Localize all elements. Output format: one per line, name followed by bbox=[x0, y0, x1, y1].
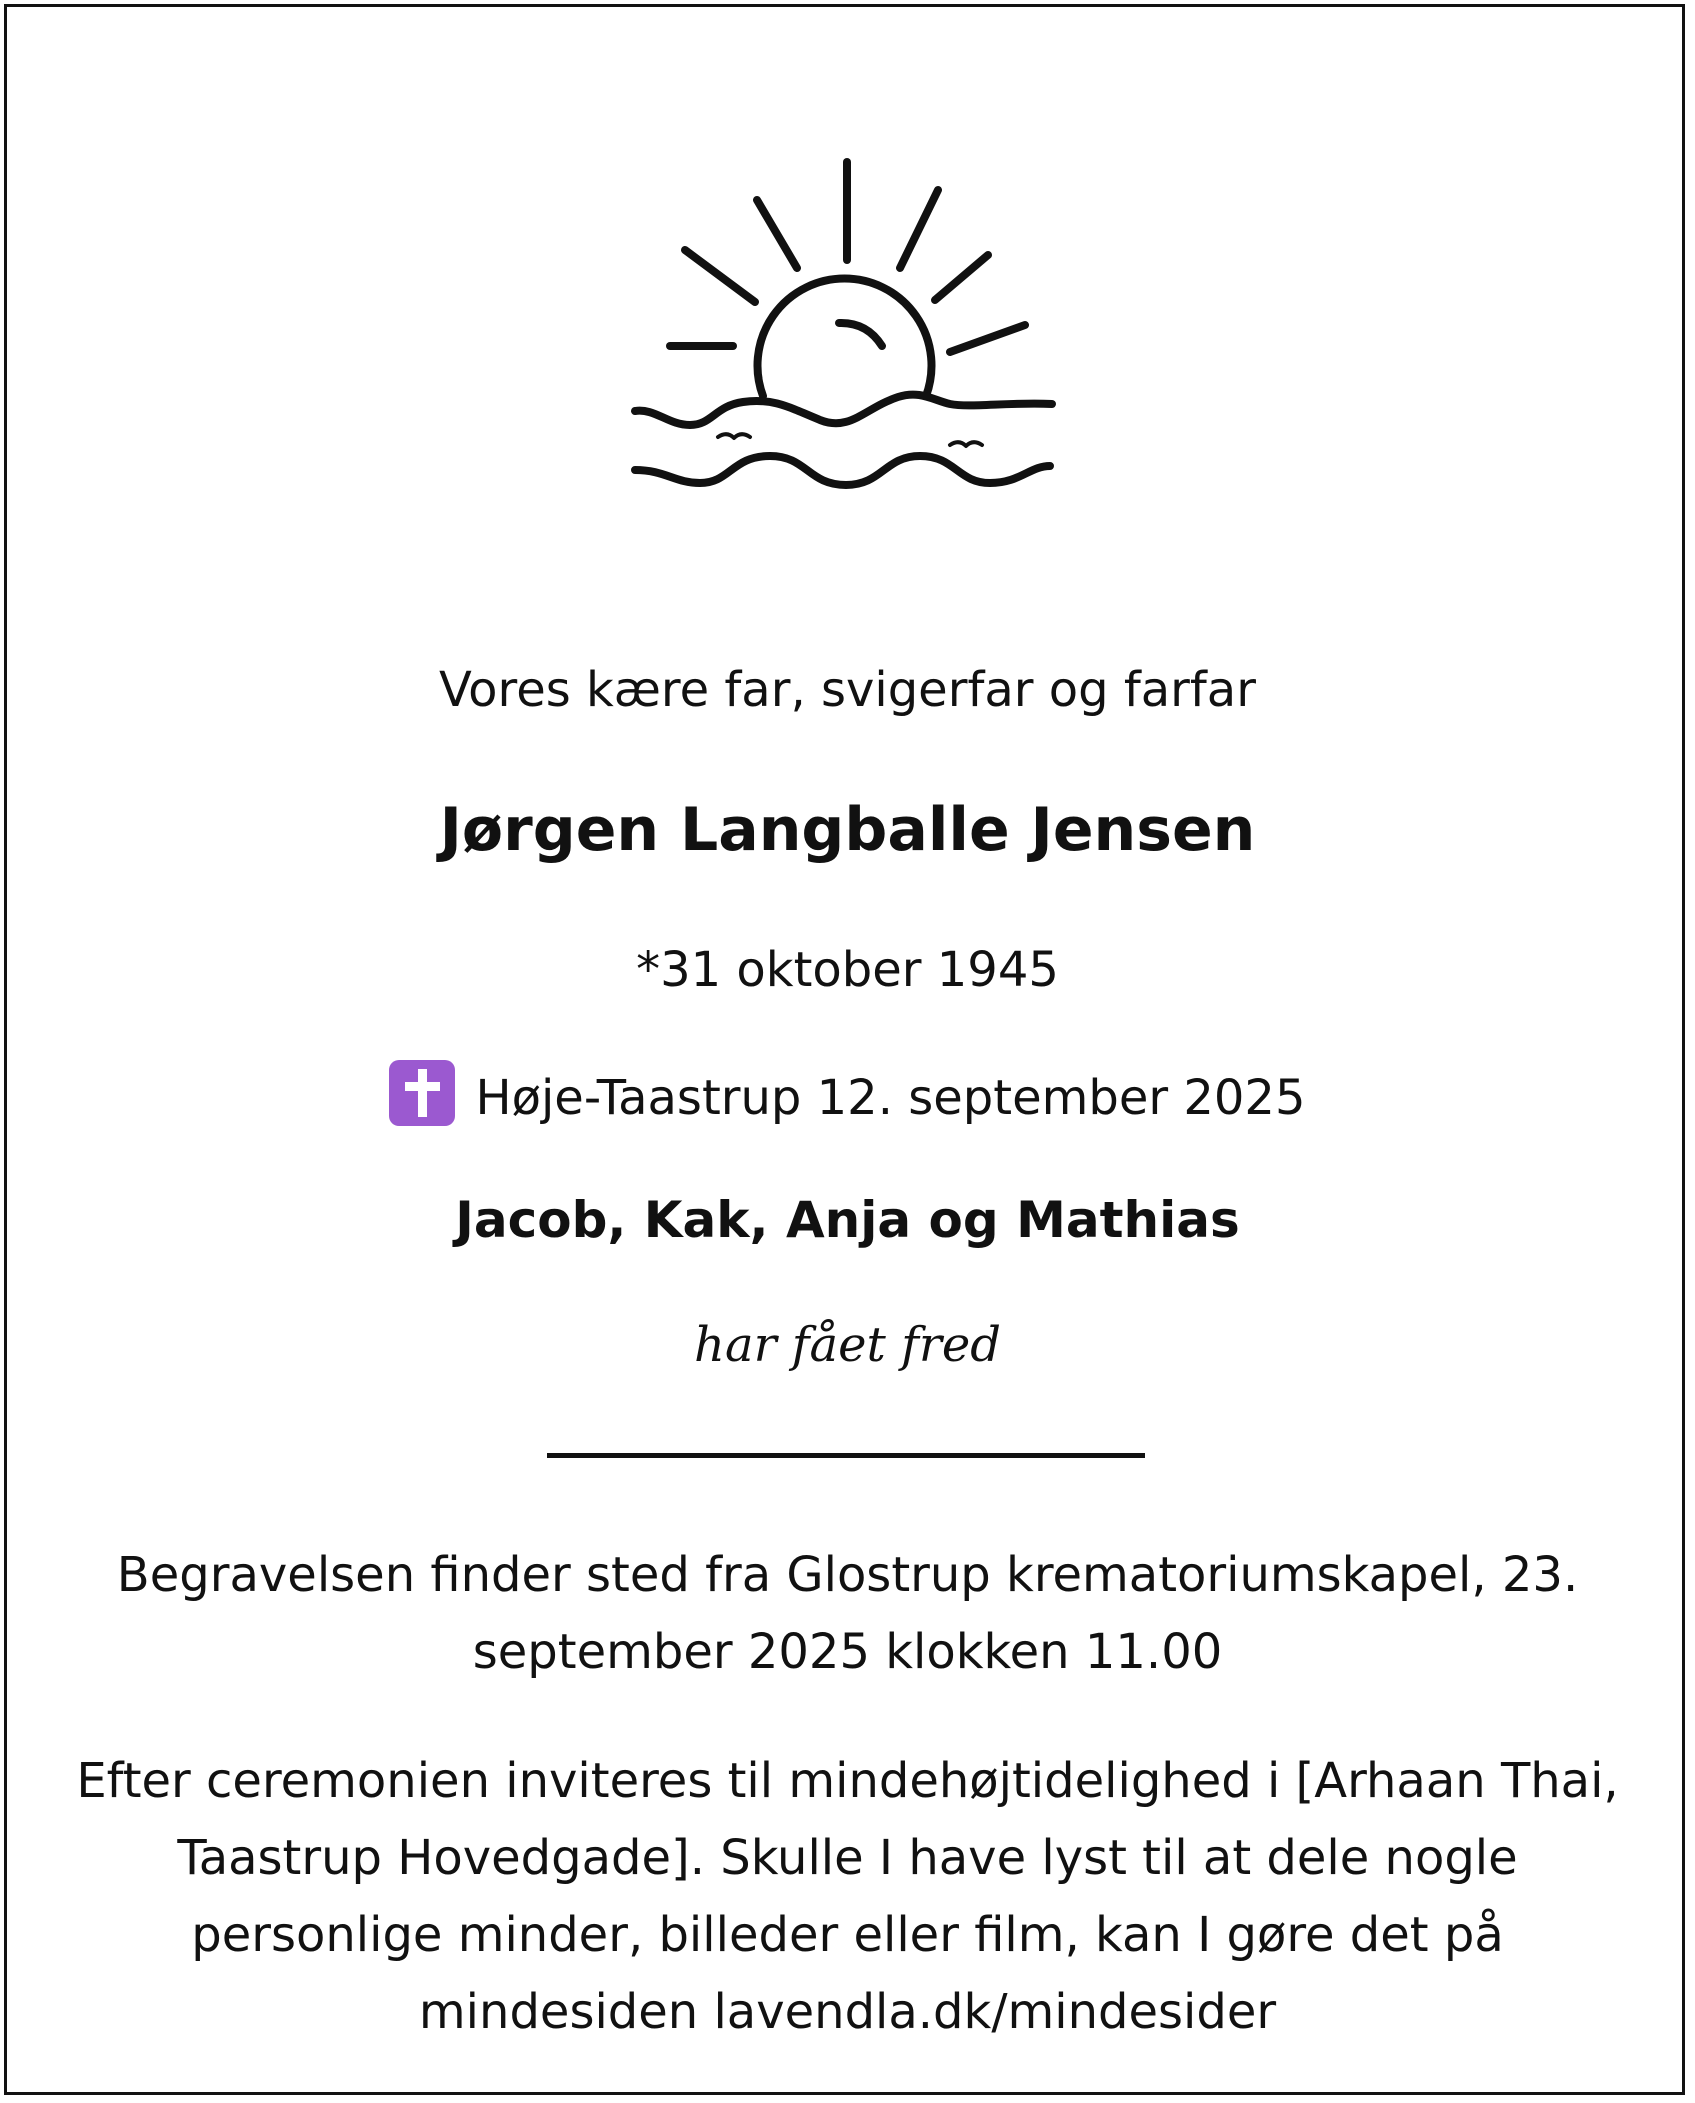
peace-text: har fået fred bbox=[694, 1317, 1001, 1373]
birth-date: *31 oktober 1945 bbox=[636, 942, 1059, 998]
family-names: Jacob, Kak, Anja og Mathias bbox=[455, 1191, 1240, 1249]
funeral-info-line: september 2025 klokken 11.00 bbox=[472, 1624, 1223, 1680]
after-ceremony-line: Efter ceremonien inviteres til mindehøjtidelighed i [Arhaan Thai, bbox=[76, 1753, 1619, 1809]
divider-line bbox=[547, 1453, 1145, 1458]
after-ceremony-line: personlige minder, billeder eller film, kan I gøre det på bbox=[191, 1907, 1504, 1963]
death-place-date: Høje-Taastrup 12. september 2025 bbox=[475, 1070, 1306, 1126]
after-ceremony-info bbox=[20, 1743, 1675, 2051]
sun-over-waves-icon bbox=[620, 150, 1075, 500]
funeral-info bbox=[20, 1537, 1675, 1691]
death-line bbox=[0, 1060, 1695, 1133]
funeral-info-line: Begravelsen finder sted fra Glostrup krematoriumskapel, 23. bbox=[116, 1547, 1579, 1603]
intro-text: Vores kære far, svigerfar og farfar bbox=[439, 662, 1256, 718]
latin-cross-icon bbox=[389, 1060, 455, 1126]
after-ceremony-line: mindesiden lavendla.dk/mindesider bbox=[418, 1984, 1277, 2040]
deceased-name: Jørgen Langballe Jensen bbox=[439, 795, 1256, 865]
after-ceremony-line: Taastrup Hovedgade]. Skulle I have lyst til at dele nogle bbox=[177, 1830, 1518, 1886]
